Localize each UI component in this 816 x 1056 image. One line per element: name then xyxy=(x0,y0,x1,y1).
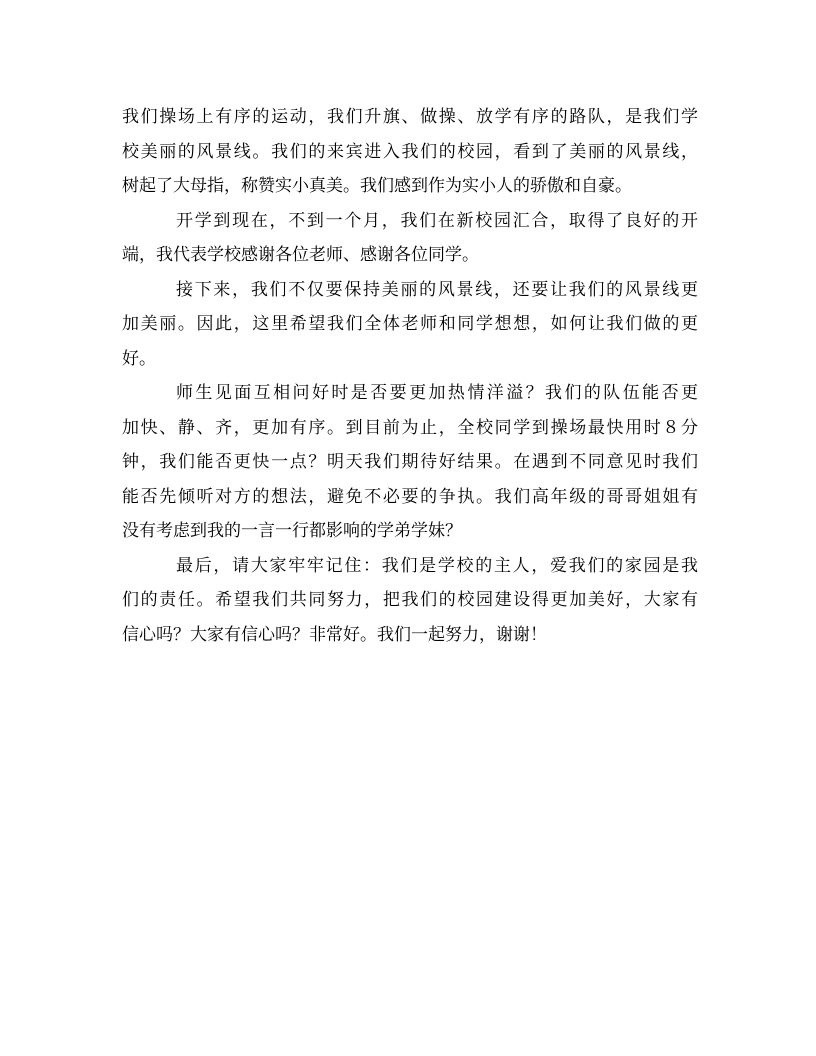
paragraph-4-line-3: 钟，我们能否更快一点？明天我们期待好结果。在遇到不同意见时我们 xyxy=(122,452,698,472)
paragraph-4-line-5: 没有考虑到我的一言一行都影响的学弟学妹？ xyxy=(122,521,462,541)
paragraph-3-line-3: 好。 xyxy=(122,348,156,369)
paragraph-4-line-4: 能否先倾听对方的想法，避免不必要的争执。我们高年级的哥哥姐姐有 xyxy=(122,486,698,507)
paragraph-2-line-1: 开学到现在，不到一个月，我们在新校园汇合，取得了良好的开 xyxy=(176,210,698,231)
paragraph-4-line-2: 加快、静、齐，更加有序。到目前为止，全校同学到操场最快用时８分 xyxy=(122,417,698,438)
paragraph-4-line-1: 师生见面互相问好时是否要更加热情洋溢？我们的队伍能否更 xyxy=(176,383,698,403)
paragraph-5-line-3: 信心吗？大家有信心吗？非常好。我们一起努力，谢谢！ xyxy=(122,624,547,645)
paragraph-1-line-1: 我们操场上有序的运动，我们升旗、做操、放学有序的路队，是我们学 xyxy=(122,107,698,127)
paragraph-1-line-3: 树起了大母指，称赞实小真美。我们感到作为实小人的骄傲和自豪。 xyxy=(122,176,632,196)
paragraph-2-line-2: 端，我代表学校感谢各位老师、感谢各位同学。 xyxy=(122,245,479,265)
paragraph-3-line-1: 接下来，我们不仅要保持美丽的风景线，还要让我们的风景线更 xyxy=(176,279,698,300)
paragraph-5-line-2: 们的责任。希望我们共同努力，把我们的校园建设得更加美好，大家有 xyxy=(122,590,698,610)
paragraph-1-line-2: 校美丽的风景线。我们的来宾进入我们的校园，看到了美丽的风景线， xyxy=(122,141,698,162)
speech-text xyxy=(122,100,698,652)
paragraph-5-line-1: 最后，请大家牢牢记住：我们是学校的主人，爱我们的家园是我 xyxy=(176,555,698,576)
paragraph-3-line-2: 加美丽。因此，这里希望我们全体老师和同学想想，如何让我们做的更 xyxy=(122,314,698,334)
